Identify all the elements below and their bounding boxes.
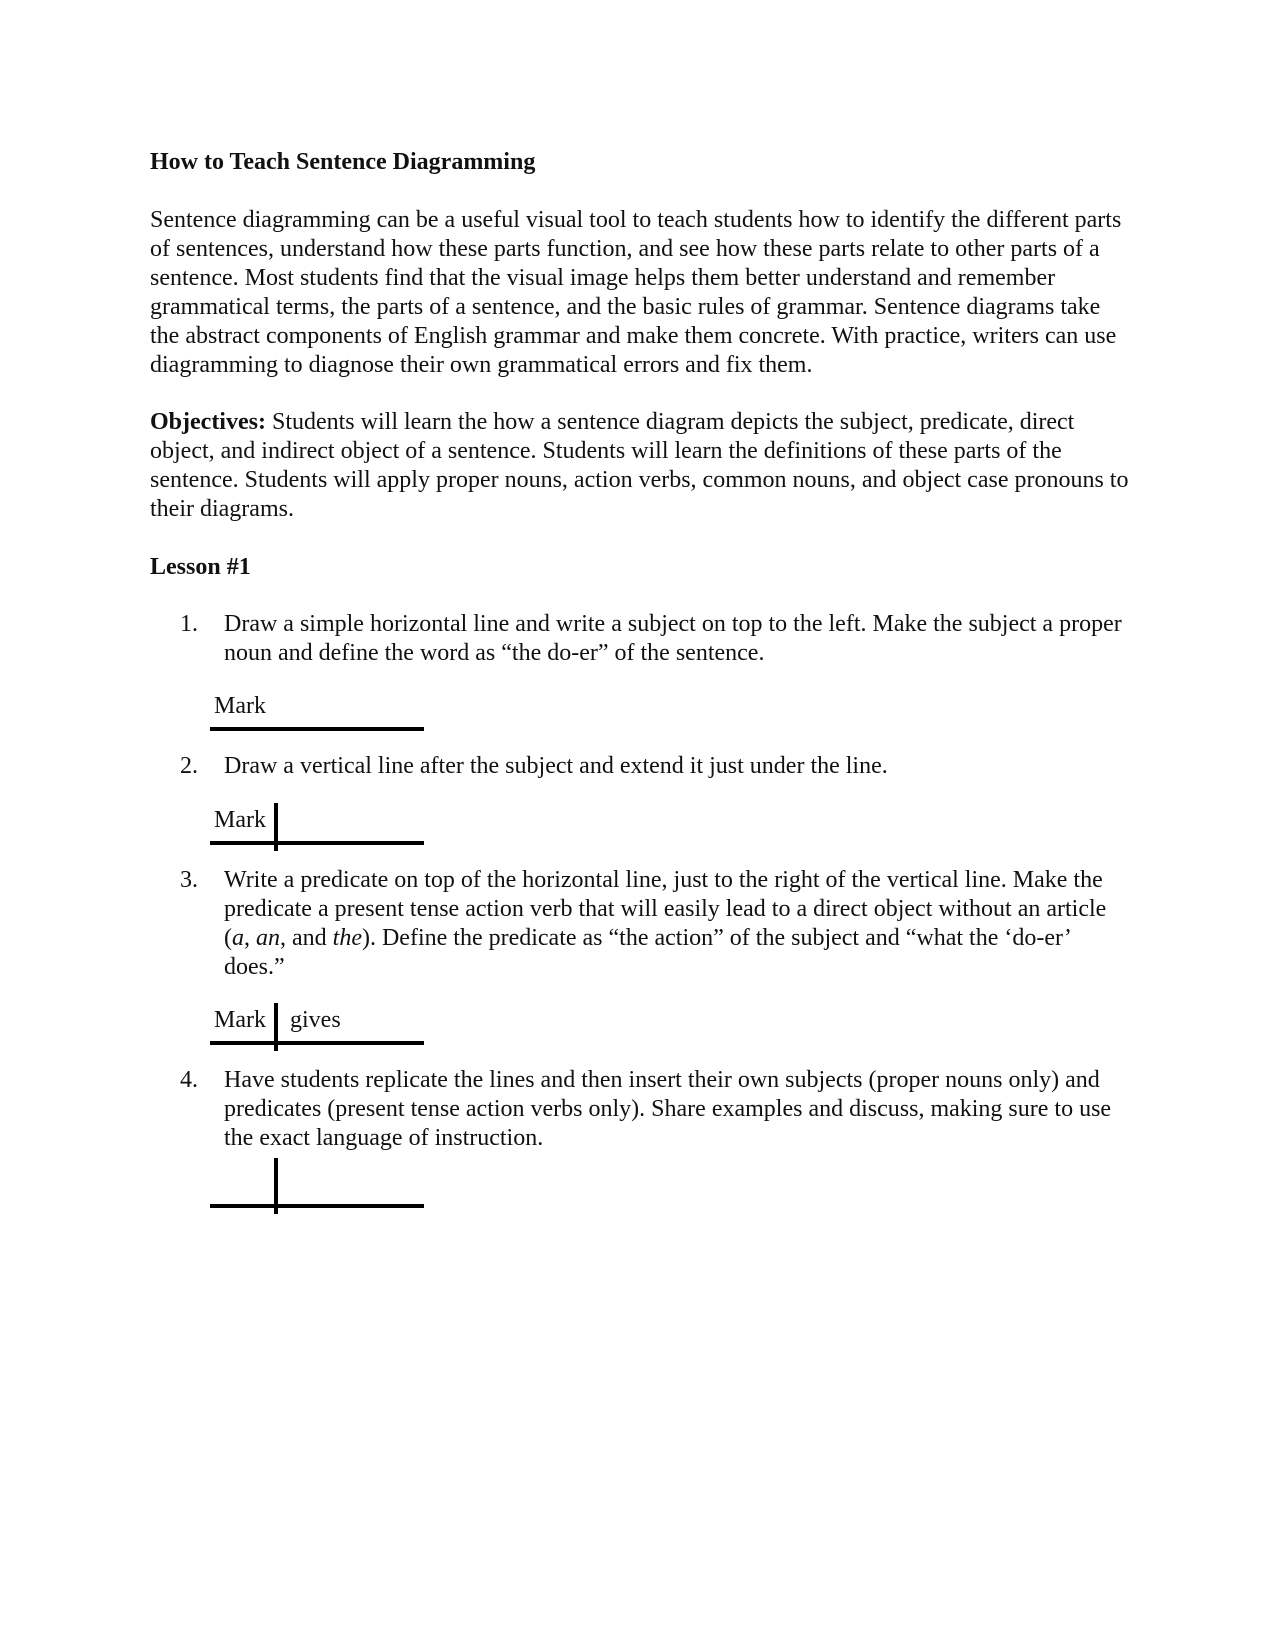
diagram-subject-word: Mark <box>214 693 266 719</box>
diagram-horizontal-line <box>210 727 424 731</box>
list-text-sep: , and <box>280 925 333 951</box>
diagram-subject-divider <box>214 807 454 857</box>
diagram-subject-word: Mark <box>214 1007 266 1033</box>
list-text: Have students replicate the lines and then insert their own subjects (proper nouns only) and predicates (present tense action verbs only). Share examples and discuss, making sure to use the exact language of instruction. <box>224 1067 1112 1151</box>
list-text <box>224 866 1124 982</box>
document-title: How to Teach Sentence Diagramming <box>150 149 536 175</box>
intro-paragraph: Sentence diagramming can be a useful visual tool to teach students how to identify the different parts of sentences, understand how these parts function, and see how these parts relate to other parts of a sentence. Most students find that the visual image helps them better understand and remember grammatical terms, the parts of a sentence, and the basic rules of grammar. Sentence diagrams take the abstract components of English grammar and make them concrete. With practice, writers can use diagramming to diagnose their own grammatical errors and fix them. <box>150 207 1122 378</box>
list-text-sep: , <box>244 925 256 951</box>
list-text-part: ). Define the predicate as “the action” of the subject and “what the ‘do-er’ does.” <box>224 925 1071 980</box>
objectives-label: Objectives: <box>150 409 266 435</box>
diagram-subject-line <box>214 693 454 743</box>
list-number: 1. <box>180 611 198 637</box>
diagram-subject-predicate <box>214 1007 454 1057</box>
diagram-horizontal-line <box>210 841 424 845</box>
list-text: Draw a simple horizontal line and write a subject on top to the left. Make the subject a proper noun and define the word as “the do-er” of the sentence. <box>224 611 1122 666</box>
lesson-heading: Lesson #1 <box>150 554 251 580</box>
diagram-subject-word: Mark <box>214 807 266 833</box>
list-number: 3. <box>180 867 198 893</box>
list-number: 2. <box>180 753 198 779</box>
diagram-horizontal-line <box>210 1041 424 1045</box>
diagram-horizontal-line <box>210 1204 424 1208</box>
italic-article: a <box>232 925 244 951</box>
diagram-vertical-line <box>274 1158 278 1214</box>
diagram-predicate-word: gives <box>290 1007 341 1033</box>
italic-article: an <box>256 925 280 951</box>
italic-article: the <box>332 925 362 951</box>
list-text: Draw a vertical line after the subject and extend it just under the line. <box>224 753 888 779</box>
diagram-vertical-line <box>274 1003 278 1051</box>
list-text-part: Write a predicate on top of the horizontal line, just to the right of the vertical line. Make the predicate a present tense action verb that will easily lead to a direct object without an article ( <box>224 867 1107 951</box>
list-number: 4. <box>180 1067 198 1093</box>
diagram-blank <box>214 1170 454 1220</box>
diagram-vertical-line <box>274 803 278 851</box>
objectives-text: Students will learn the how a sentence diagram depicts the subject, predicate, direct object, and indirect object of a sentence. Students will learn the definitions of these parts of the sentence. Students will apply proper nouns, action verbs, common nouns, and object case pronouns to their diagrams. <box>150 409 1129 522</box>
objectives-paragraph <box>150 408 1130 524</box>
